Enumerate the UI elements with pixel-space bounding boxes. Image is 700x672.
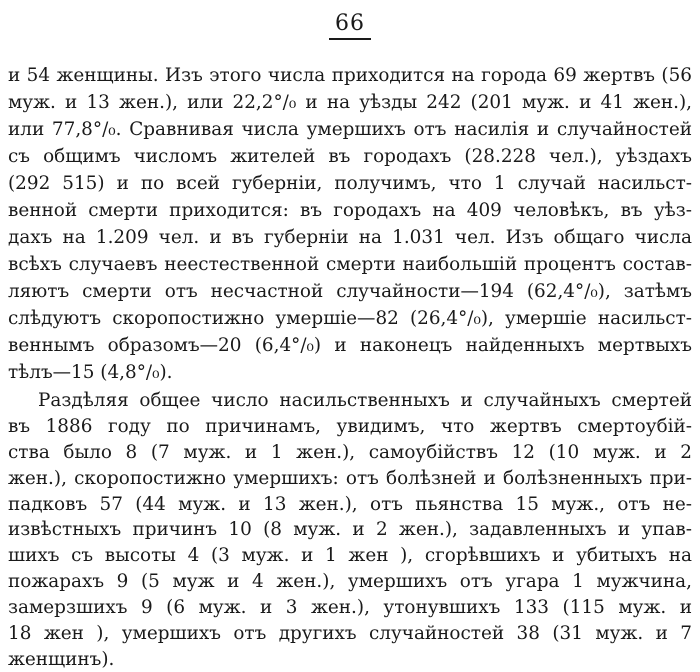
- paragraph-line: шихъ съ высоты 4 (3 муж. и 1 жен ), сгорѣвшихъ и убитыхъ на: [8, 545, 692, 566]
- paragraph-line: муж. и 13 жен.), или 22,2°/₀ и на уѣзды 242 (201 муж. и 41 жен.),: [8, 92, 692, 113]
- page-number-text: 66: [329, 10, 371, 40]
- paragraph-line: дахъ на 1.209 чел. и въ губерніи на 1.031 чел. Изъ общаго числа: [8, 227, 692, 248]
- paragraph-line: 18 жен ), умершихъ отъ другихъ случайностей 38 (31 муж. и 7: [8, 623, 692, 644]
- paragraph-line: женщинъ).: [8, 649, 115, 670]
- paragraph-line: жен.), скоропостижно умершихъ: отъ болѣзней и болѣзненныхъ при-: [8, 468, 692, 489]
- page-number: [0, 10, 700, 40]
- paragraph-line: (292 515) и по всей губерніи, получимъ, что 1 случай насильст-: [8, 173, 692, 194]
- paragraph-line: и 54 женщины. Изъ этого числа приходится на города 69 жертвъ (56: [8, 65, 692, 86]
- paragraph-line: или 77,8°/₀. Сравнивая числа умершихъ отъ насилія и случайностей: [8, 119, 692, 140]
- paragraph-line: съ общимъ числомъ жителей въ городахъ (28.228 чел.), уѣздахъ: [8, 146, 692, 167]
- paragraph-line: всѣхъ случаевъ неестественной смерти наибольшій процентъ состав-: [8, 254, 692, 275]
- paragraph-line: ства было 8 (7 муж. и 1 жен.), самоубійствъ 12 (10 муж. и 2: [8, 442, 692, 463]
- paragraph-line: ляютъ смерти отъ несчастной случайности—194 (62,4°/₀), затѣмъ: [8, 281, 692, 302]
- paragraph-line: веннымъ образомъ—20 (6,4°/₀) и наконецъ найденныхъ мертвыхъ: [8, 335, 692, 356]
- paragraph-line: извѣстныхъ причинъ 10 (8 муж. и 2 жен.), задавленныхъ и упав-: [8, 519, 692, 540]
- paragraph-line: въ 1886 году по причинамъ, увидимъ, что жертвъ смертоубій-: [8, 416, 692, 437]
- paragraph-line: слѣдуютъ скоропостижно умершіе—82 (26,4°/₀), умершіе насильст-: [8, 308, 692, 329]
- paragraph-line: замерзшихъ 9 (6 муж. и 3 жен.), утонувшихъ 133 (115 муж. и: [8, 597, 692, 618]
- paragraph-line: падковъ 57 (44 муж. и 13 жен.), отъ пьянства 15 муж., отъ не-: [8, 494, 692, 515]
- paragraph-line: тѣлъ—15 (4,8°/₀).: [8, 362, 173, 383]
- paragraph-line: пожарахъ 9 (5 муж и 4 жен.), умершихъ отъ угара 1 мужчина,: [8, 571, 692, 592]
- paragraph-line: венной смерти приходится: въ городахъ на 409 человѣкъ, въ уѣз-: [8, 200, 692, 221]
- paragraph-line: Раздѣляя общее число насильственныхъ и случайныхъ смертей: [38, 390, 692, 411]
